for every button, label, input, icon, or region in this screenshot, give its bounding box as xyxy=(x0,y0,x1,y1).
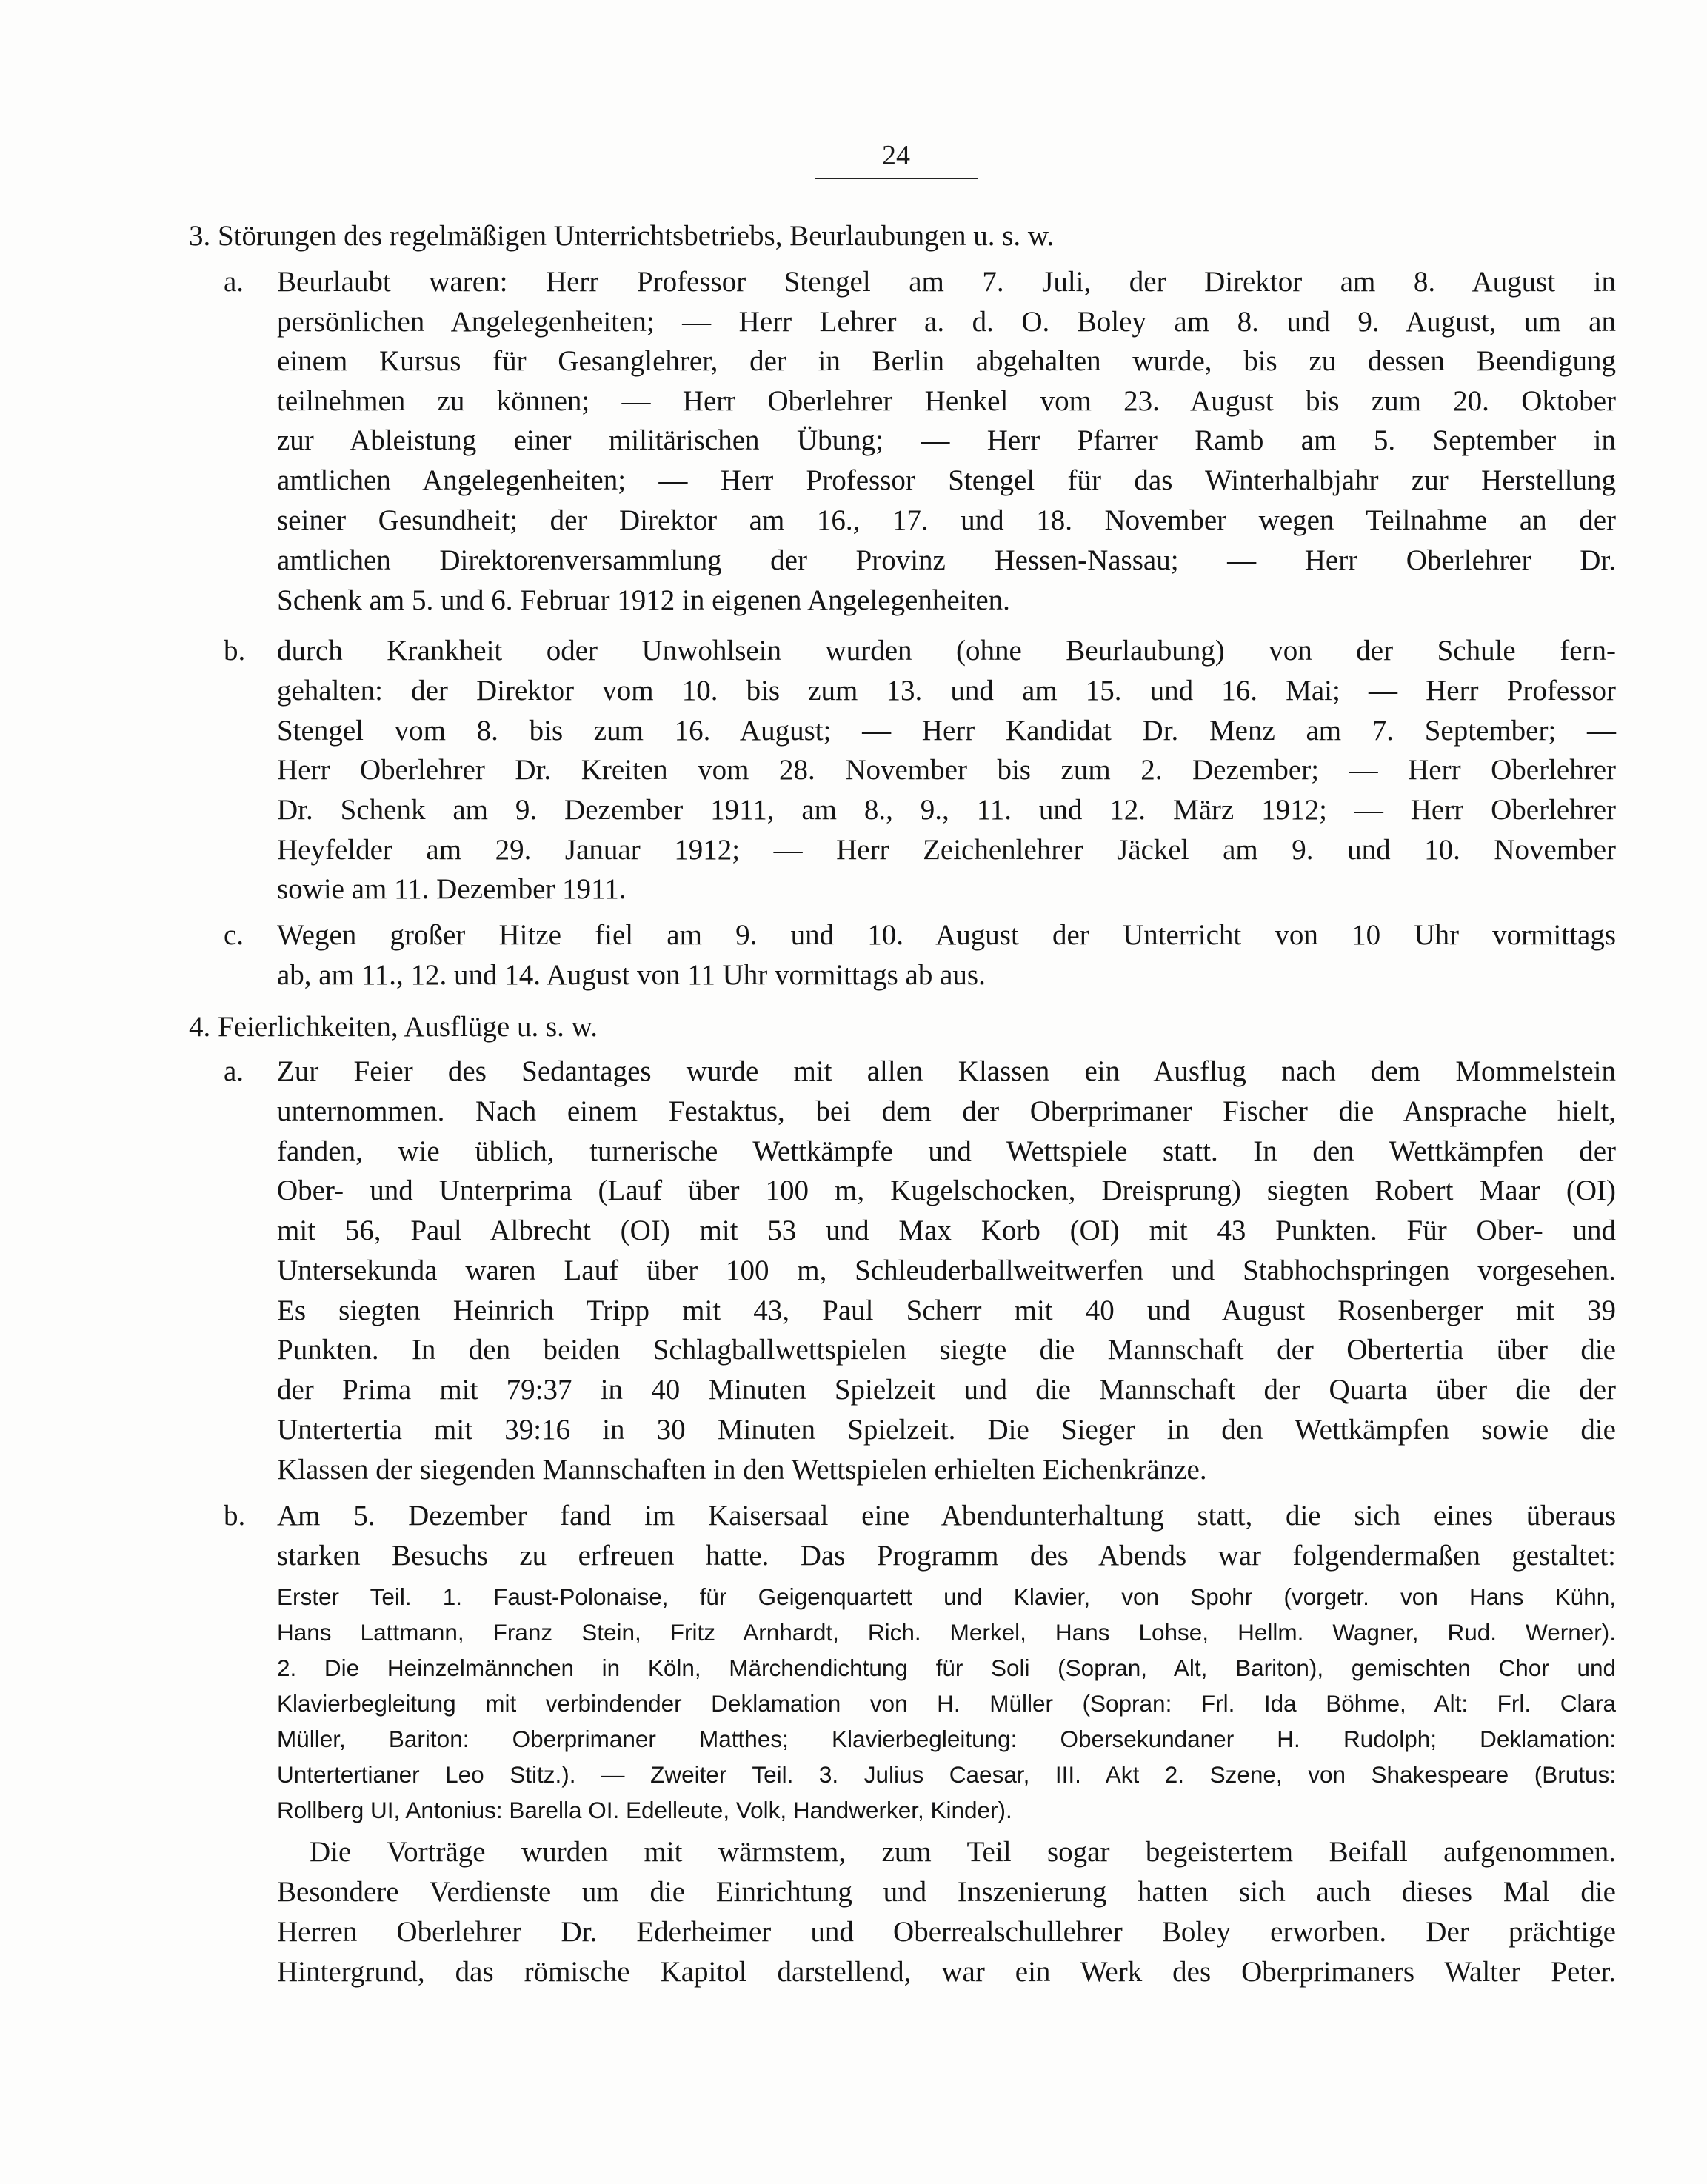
program-line: Rollberg UI, Antonius: Barella OI. Edelleute, Volk, Handwerker, Kinder). xyxy=(277,1797,1012,1823)
closing-line: Hintergrund, das römische Kapitol darstellend, war ein Werk des Oberprimaners Walter Peter. xyxy=(277,1956,1616,1988)
section-4a-line: mit 56, Paul Albrecht (OI) mit 53 und Max Korb (OI) mit 43 Punkten. Für Ober- und xyxy=(277,1215,1616,1246)
section-4a-line: Ober- und Unterprima (Lauf über 100 m, Kugelschocken, Dreisprung) siegten Robert Maar (OI) xyxy=(277,1175,1616,1206)
program-line: Erster Teil. 1. Faust-Polonaise, für Geigenquartett und Klavier, von Spohr (vorgetr. von Hans Kühn, xyxy=(277,1583,1616,1610)
section-4b-line: Am 5. Dezember fand im Kaisersaal eine Abendunterhaltung statt, die sich eines überaus xyxy=(277,1500,1616,1532)
section-3b-line: Herr Oberlehrer Dr. Kreiten vom 28. November bis zum 2. Dezember; — Herr Oberlehrer xyxy=(277,754,1616,786)
section-4a-line: der Prima mit 79:37 in 40 Minuten Spielzeit und die Mannschaft der Quarta über die der xyxy=(277,1374,1616,1406)
section-3a-line: teilnehmen zu können; — Herr Oberlehrer Henkel vom 23. August bis zum 20. Oktober xyxy=(277,385,1616,417)
section-3a-line: zur Ableistung einer militärischen Übung; — Herr Pfarrer Ramb am 5. September in xyxy=(277,424,1616,456)
section-3c-line: ab, am 11., 12. und 14. August von 11 Uhr vormittags ab aus. xyxy=(277,959,986,991)
section-3b-line: durch Krankheit oder Unwohlsein wurden (ohne Beurlaubung) von der Schule fern- xyxy=(277,635,1616,667)
section-4a-line: Klassen der siegenden Mannschaften in den Wettspielen erhielten Eichenkränze. xyxy=(277,1454,1207,1486)
section-4a-line: Punkten. In den beiden Schlagballwettspielen siegte die Mannschaft der Obertertia über die xyxy=(277,1334,1616,1366)
section-4a-line: Zur Feier des Sedantages wurde mit allen Klassen ein Ausflug nach dem Mommelstein xyxy=(277,1055,1616,1087)
section-3a-marker: a. xyxy=(224,266,244,298)
page-number: 24 xyxy=(882,140,910,171)
section-3b-line: sowie am 11. Dezember 1911. xyxy=(277,873,627,905)
program-line: Hans Lattmann, Franz Stein, Fritz Arnhardt, Rich. Merkel, Hans Lohse, Hellm. Wagner, Rud. Werner). xyxy=(277,1619,1616,1646)
section-3a-line: einem Kursus für Gesanglehrer, der in Berlin abgehalten wurde, bis zu dessen Beendigung xyxy=(277,345,1616,377)
section-3a-line: amtlichen Angelegenheiten; — Herr Professor Stengel für das Winterhalbjahr zur Herstellung xyxy=(277,464,1616,496)
program-line: 2. Die Heinzelmännchen in Köln, Märchendichtung für Soli (Sopran, Alt, Bariton), gemischten Chor und xyxy=(277,1654,1616,1681)
section-3b-line: gehalten: der Direktor vom 10. bis zum 13. und am 15. und 16. Mai; — Herr Professor xyxy=(277,675,1616,707)
program-line: Müller, Bariton: Oberprimaner Matthes; Klavierbegleitung: Obersekundaner H. Rudolph; Deklamation: xyxy=(277,1726,1616,1752)
section-3a-line: amtlichen Direktorenversammlung der Provinz Hessen-Nassau; — Herr Oberlehrer Dr. xyxy=(277,544,1616,576)
section-3b-marker: b. xyxy=(224,635,246,667)
section-3a-line: persönlichen Angelegenheiten; — Herr Lehrer a. d. O. Boley am 8. und 9. August, um an xyxy=(277,306,1616,338)
section-4b-line: starken Besuchs zu erfreuen hatte. Das Programm des Abends war folgendermaßen gestaltet: xyxy=(277,1540,1616,1572)
section-3c-marker: c. xyxy=(224,919,244,951)
section-3a-line: seiner Gesundheit; der Direktor am 16., 17. und 18. November wegen Teilnahme an der xyxy=(277,504,1616,536)
section-3-heading: 3. Störungen des regelmäßigen Unterrichtsbetriebs, Beurlaubungen u. s. w. xyxy=(189,220,1055,252)
section-4a-line: fanden, wie üblich, turnerische Wettkämpfe und Wettspiele statt. In den Wettkämpfen der xyxy=(277,1135,1616,1167)
closing-line: Besondere Verdienste um die Einrichtung und Inszenierung hatten sich auch dieses Mal die xyxy=(277,1876,1616,1908)
section-4a-line: unternommen. Nach einem Festaktus, bei dem der Oberprimaner Fischer die Ansprache hielt, xyxy=(277,1095,1616,1127)
section-3a-line: Schenk am 5. und 6. Februar 1912 in eigenen Angelegenheiten. xyxy=(277,584,1010,616)
section-3b-line: Dr. Schenk am 9. Dezember 1911, am 8., 9., 11. und 12. März 1912; — Herr Oberlehrer xyxy=(277,794,1616,826)
section-3a-line: Beurlaubt waren: Herr Professor Stengel am 7. Juli, der Direktor am 8. August in xyxy=(277,266,1616,298)
section-3b-line: Heyfelder am 29. Januar 1912; — Herr Zeichenlehrer Jäckel am 9. und 10. November xyxy=(277,834,1616,866)
section-4a-line: Untersekunda waren Lauf über 100 m, Schleuderballweitwerfen und Stabhochspringen vorgesehen. xyxy=(277,1255,1616,1286)
section-4-heading: 4. Feierlichkeiten, Ausflüge u. s. w. xyxy=(189,1011,598,1043)
closing-line: Herren Oberlehrer Dr. Ederheimer und Oberrealschullehrer Boley erworben. Der prächtige xyxy=(277,1916,1616,1948)
section-4b-marker: b. xyxy=(224,1500,246,1532)
closing-line: Die Vorträge wurden mit wärmstem, zum Teil sogar begeistertem Beifall aufgenommen. xyxy=(310,1836,1616,1868)
page-number-rule xyxy=(815,178,978,179)
section-3c-line: Wegen großer Hitze fiel am 9. und 10. August der Unterricht von 10 Uhr vormittags xyxy=(277,919,1616,951)
section-3b-line: Stengel vom 8. bis zum 16. August; — Herr Kandidat Dr. Menz am 7. September; — xyxy=(277,715,1616,747)
program-line: Klavierbegleitung mit verbindender Deklamation von H. Müller (Sopran: Frl. Ida Böhme, Alt: Frl. Clara xyxy=(277,1690,1616,1717)
section-4a-line: Es siegten Heinrich Tripp mit 43, Paul Scherr mit 40 und August Rosenberger mit 39 xyxy=(277,1295,1616,1326)
section-4a-line: Untertertia mit 39:16 in 30 Minuten Spielzeit. Die Sieger in den Wettkämpfen sowie die xyxy=(277,1414,1616,1446)
section-4a-marker: a. xyxy=(224,1055,244,1087)
program-line: Untertertianer Leo Stitz.). — Zweiter Teil. 3. Julius Caesar, III. Akt 2. Szene, von Shakespeare (Brutus: xyxy=(277,1761,1616,1788)
